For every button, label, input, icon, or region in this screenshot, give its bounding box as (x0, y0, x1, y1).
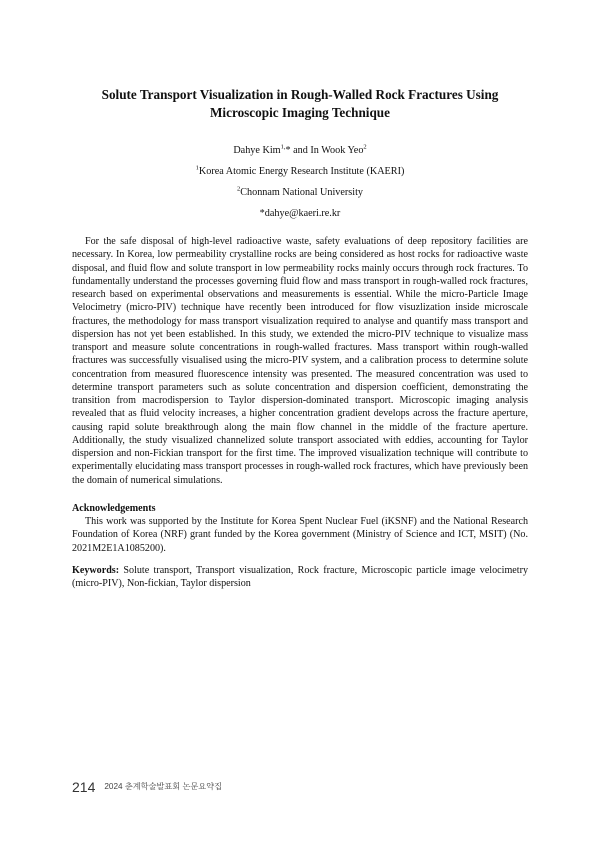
corresponding-email: *dahye@kaeri.re.kr (259, 208, 341, 219)
conference-name: 2024 춘계학술발표회 논문요약집 (104, 782, 223, 792)
acknowledgements-heading: Acknowledgements (72, 503, 156, 514)
affiliation-2 (72, 182, 528, 203)
author-line (72, 140, 528, 161)
affiliation-1-mark: 1 (195, 164, 199, 172)
affiliation-1-name: Korea Atomic Energy Research Institute (KAERI) (198, 166, 405, 177)
author-2-affiliation-mark: 2 (363, 143, 367, 151)
paper-title-line-1: Solute Transport Visualization in Rough-Walled Rock Fractures Using (101, 87, 499, 102)
page-number: 214 (72, 778, 96, 795)
author-2-name: In Wook Yeo (310, 145, 364, 156)
keywords-label: Keywords: (72, 565, 120, 576)
affiliation-1 (72, 161, 528, 182)
author-1-name: Dahye Kim (233, 145, 281, 156)
author-block (72, 140, 528, 224)
keywords-text: Solute transport, Transport visualization, Rock fracture, Microscopic particle image velocimetry (micro-PIV), Non-fickian, Taylor dispersion (72, 565, 528, 590)
acknowledgements-text: This work was supported by the Institute for Korea Spent Nuclear Fuel (iKSNF) and the National Research Foundation of Korea (NRF) grant funded by the Korea government (Ministry of Science and ICT, MSIT) (No. 2021M2E1A1085200). (72, 516, 528, 554)
paper-title (72, 86, 528, 122)
corresponding-author-mark: * (285, 145, 291, 156)
affiliation-2-mark: 2 (236, 185, 241, 193)
paper-title-line-2: Microscopic Imaging Technique (209, 105, 390, 120)
keywords (72, 564, 528, 591)
affiliation-2-name: Chonnam National University (240, 187, 364, 198)
page-footer (72, 778, 222, 796)
author-conjunction: and (290, 145, 311, 156)
author-1-affiliation-mark: 1, (280, 143, 286, 151)
abstract-paragraph: For the safe disposal of high-level radioactive waste, safety evaluations of deep repository facilities are necessary. In Korea, low permeability crystalline rocks are being considered as host rocks for radioactive waste disposal, and fluid flow and solute transport in low permeability rocks mainly occurs through rock fractures. To fundamentally understand the processes governing fluid flow and mass transport in rough-walled rock fractures, research based on experimental observations and measurements is essential. While the micro-Particle Image Velocimetry (micro-PIV) technique have recently been introduced for flow visuzlization inside microscale fractures, the methodology for mass transport visualization required to analyse and quantify mass transport and dispersion has not yet been established. In this study, we extended the micro-PIV technique to visualize mass transport and measure solute concentrations in rough-walled fractures. Mass transport within rough-walled fractures was successfully visualised using the micro-PIV system, and a calibration process to determine solute concentration from measured fluorescence intensity was presented. The measured concentration was used to determine transport parameters such as solute concentration and dispersion coefficient, demonstrating the transition from macrodispersion to Taylor dispersion-dominated transport. Microscopic imaging analysis revealed that as fluid velocity increases, a higher concentration gradient develops across the fracture aperture, causing rapid solute breakthrough along the main flow channel in the middle of the fracture aperture. Additionally, the study visualized channelized solute transport associated with eddies, accounting for Taylor dispersion and non-Fickian transport for the first time. The improved visualization technique will contribute to experimentally elucidating mass transport processes in rough-walled rock fractures, which have previously been the domain of numerical simulations. (72, 236, 528, 486)
